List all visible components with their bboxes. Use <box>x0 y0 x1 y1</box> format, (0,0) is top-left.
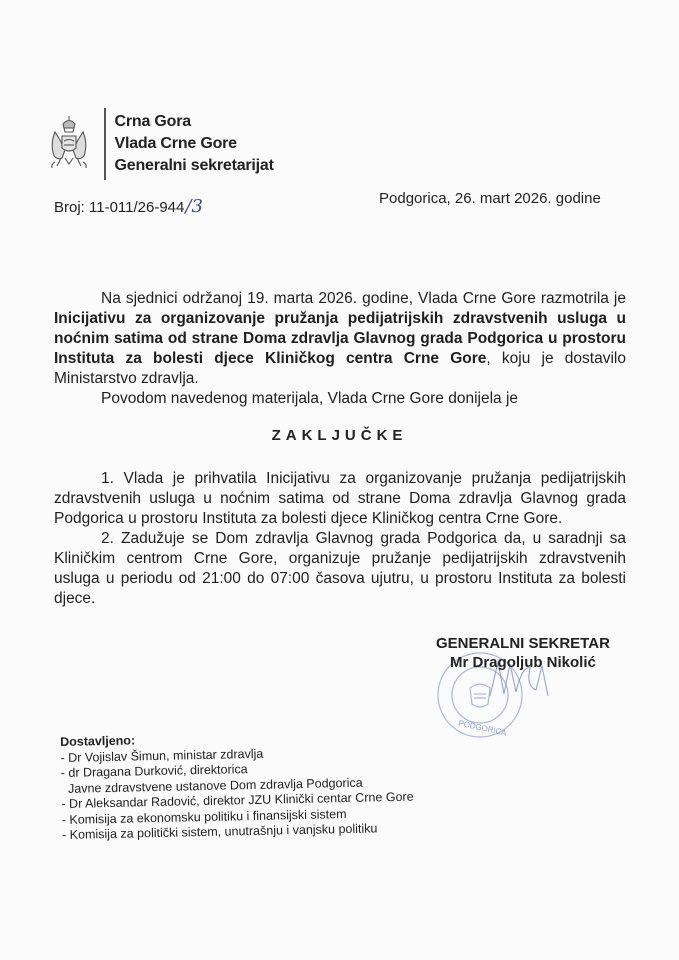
signature-block <box>436 634 610 672</box>
distribution-item: - Dr Aleksandar Radović, direktor JZU Klinički centar Crne Gore <box>61 789 414 811</box>
signatory-name: Mr Dragoljub Nikolić <box>450 654 596 671</box>
intro-text-2: , koju je dostavilo Ministarstvo zdravlja. <box>54 350 626 387</box>
org-line-secretariat: Generalni sekretarijat <box>114 157 274 174</box>
conclusion-item: 2. Zadužuje se Dom zdravlja Glavnog grada Podgorica da, u saradnji sa Kliničkim centrom Crne Gore, organizuje pružanje pedijatrijskih zdravstvenih usluga u periodu od 21:00 do 07:00 časova ujutru, u prostoru Instituta za bolesti djece. <box>54 530 626 607</box>
conclusions-list <box>54 469 626 609</box>
organization-name <box>115 111 274 177</box>
org-line-government: Vlada Crne Gore <box>114 135 237 152</box>
svg-text:PODGORICA: PODGORICA <box>457 718 508 738</box>
distribution-item: - Dr Vojislav Šimun, ministar zdravlja <box>60 746 264 765</box>
document-date: Podgorica, 26. mart 2026. godine <box>379 190 601 207</box>
distribution-heading: Dostavljeno: <box>60 733 136 749</box>
conclusion-item: 1. Vlada je prihvatila Inicijativu za organizovanje pružanja pedijatrijskih zdravstvenih usluga u noćnim satima od strane Doma zdravlja Glavnog grada Podgorica u prostoru Instituta za bolesti djece Kliničkog centra Crne Gore. <box>54 470 626 527</box>
intro-second-paragraph: Povodom navedenog materijala, Vlada Crne Gore donijela je <box>101 390 519 407</box>
signatory-title: GENERALNI SEKRETAR <box>436 635 610 652</box>
conclusions-title: ZAKLJUČKE <box>271 427 408 444</box>
intro-section <box>54 289 626 409</box>
distribution-list <box>60 728 414 844</box>
intro-initiative-title: Inicijativu za organizovanje pružanja pedijatrijskih zdravstvenih usluga u noćnim satima od strane Doma zdravlja Glavnog grada Podgorica u prostoru Instituta za bolesti djece Kliničkog centra Crne Gore <box>54 310 626 367</box>
intro-paragraph <box>54 289 626 389</box>
distribution-item: - Komisija za politički sistem, unutrašnju i vanjsku politiku <box>61 821 378 842</box>
intro-text-1: Na sjednici održanoj 19. marta 2026. godine, Vlada Crne Gore razmotrila je <box>101 290 626 307</box>
org-line-country: Crna Gora <box>114 113 191 130</box>
letterhead-divider <box>104 108 106 180</box>
handwritten-suffix: /3 <box>185 196 203 217</box>
distribution-item: - Komisija za ekonomsku politiku i finansijski sistem <box>61 806 347 827</box>
reference-label: Broj: 11-011/26-944 <box>54 199 185 216</box>
distribution-item: Javne zdravstvene ustanove Dom zdravlja Podgorica <box>60 775 363 796</box>
montenegro-coat-of-arms-icon <box>46 114 92 174</box>
letterhead <box>46 108 274 180</box>
distribution-item: - dr Dragana Durković, direktorica <box>60 762 248 780</box>
reference-number <box>54 196 203 217</box>
